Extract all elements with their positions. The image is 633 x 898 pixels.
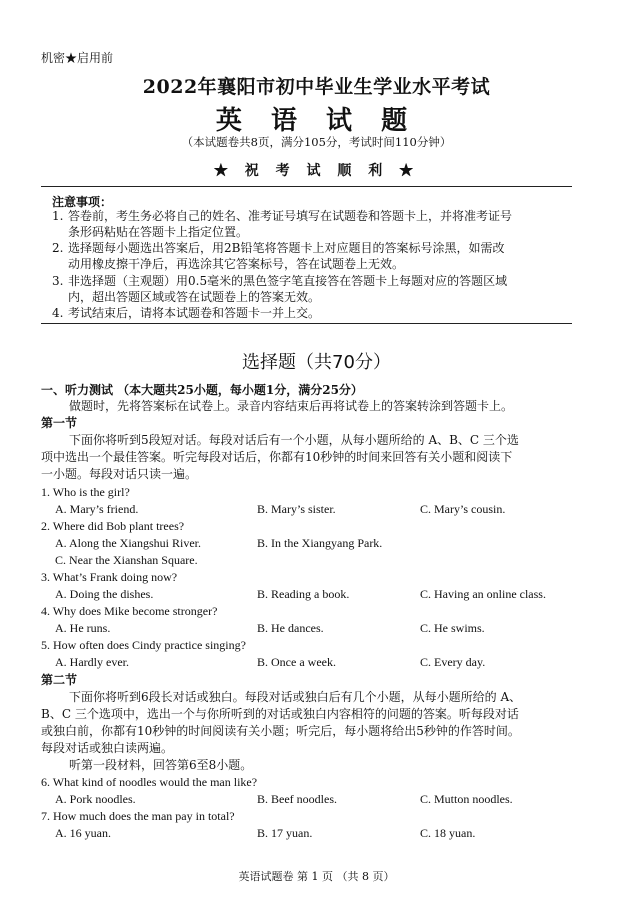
- note-item: [52, 240, 572, 272]
- note-number: 2.: [52, 241, 64, 255]
- note-number: 3.: [52, 274, 64, 288]
- note-text: 考试结束后，请将本试题卷和答题卡一并上交。: [68, 306, 321, 320]
- option-c: C. Mary’s cousin.: [420, 502, 506, 516]
- option-b: B. He dances.: [257, 621, 324, 635]
- question-stem: 2. Where did Bob plant trees?: [41, 519, 185, 533]
- note-number: 4.: [52, 306, 64, 320]
- option-c: C. Near the Xianshan Square.: [55, 553, 198, 567]
- question-stem: 1. Who is the girl?: [41, 485, 130, 499]
- section-title: 选择题（共70分）: [242, 352, 391, 373]
- instruction-text: 项中选出一个最佳答案。听完每段对话后，你都有10秒钟的时间来回答有关小题和阅读下: [41, 450, 513, 464]
- option-a: A. He runs.: [55, 621, 111, 635]
- note-item: [52, 305, 572, 321]
- question-stem: 7. How much does the man pay in total?: [41, 809, 235, 823]
- instruction-text: 一小题。每段对话只读一遍。: [41, 467, 198, 481]
- option-a: A. Hardly ever.: [55, 655, 129, 669]
- part-instruction: [41, 398, 574, 415]
- notes-bottom-rule: [41, 323, 572, 324]
- instruction-text: 每段对话或独白读两遍。: [41, 741, 174, 755]
- sub1-instruction: [41, 432, 574, 483]
- sub1-title: 第一节: [41, 416, 78, 430]
- notes-title: 注意事项：: [52, 195, 113, 209]
- note-text: 内，超出答题区域或答在试题卷上的答案无效。: [68, 290, 321, 304]
- option-a: A. Along the Xiangshui River.: [55, 536, 201, 550]
- notes-top-rule: [41, 186, 572, 187]
- option-b: B. 17 yuan.: [257, 826, 313, 840]
- note-text: 非选择题（主观题）用0.5毫米的黑色签字笔直接答在答题卡上每题对应的答题区域: [68, 274, 508, 288]
- option-c: C. Having an online class.: [420, 587, 546, 601]
- instruction-text: 下面你将听到5段短对话。每段对话后有一个小题，从每小题所给的 A、B、C 三个选: [69, 433, 519, 447]
- option-c: C. 18 yuan.: [420, 826, 476, 840]
- confidential-label: 机密★启用前: [41, 51, 114, 65]
- option-c: C. Mutton noodles.: [420, 792, 513, 806]
- note-text: 选择题每小题选出答案后，用2B铅笔将答题卡上对应题目的答案标号涂黑，如需改: [68, 241, 505, 255]
- option-a: A. 16 yuan.: [55, 826, 111, 840]
- instruction-text: 下面你将听到6段长对话或独白。每段对话或独白后有几个小题，从每小题所给的 A、: [69, 690, 522, 704]
- option-b: B. In the Xiangyang Park.: [257, 536, 383, 550]
- instruction-text: 听第一段材料，回答第6至8小题。: [69, 758, 253, 772]
- note-number: 1.: [52, 209, 64, 223]
- sub2-title: 第二节: [41, 673, 78, 687]
- question-stem: 5. How often does Cindy practice singing?: [41, 638, 246, 652]
- note-text: 条形码粘贴在答题卡上指定位置。: [68, 225, 249, 239]
- question-stem: 6. What kind of noodles would the man like?: [41, 775, 258, 789]
- instruction-text: 做题时，先将答案标在试卷上。录音内容结束后再将试卷上的答案转涂到答题卡上。: [69, 399, 514, 413]
- option-b: B. Reading a book.: [257, 587, 350, 601]
- option-b: B. Once a week.: [257, 655, 336, 669]
- note-text: 动用橡皮擦干净后，再选涂其它答案标号，答在试题卷上无效。: [68, 257, 405, 271]
- option-a: A. Mary’s friend.: [55, 502, 139, 516]
- instruction-text: 或独白前，你都有10秒钟的时间阅读有关小题；听完后，每小题将给出5秒钟的作答时间。: [41, 724, 520, 738]
- page-footer: 英语试题卷 第 1 页 （共 8 页）: [238, 870, 395, 883]
- sub2-instruction: [41, 689, 574, 774]
- question-stem: 3. What’s Frank doing now?: [41, 570, 178, 584]
- option-b: B. Beef noodles.: [257, 792, 337, 806]
- option-b: B. Mary’s sister.: [257, 502, 336, 516]
- exam-note: （本试题卷共8页，满分105分，考试时间110分钟）: [181, 135, 452, 149]
- good-luck-banner: ★ 祝 考 试 顺 利 ★: [213, 163, 420, 179]
- note-item: [52, 273, 572, 305]
- note-text: 答卷前，考生务必将自己的姓名、准考证号填写在试题卷和答题卡上，并将准考证号: [68, 209, 513, 223]
- instruction-text: B、C 三个选项中，选出一个与你所听到的对话或独白内容相符的问题的答案。听每段对话: [41, 707, 519, 721]
- option-a: A. Pork noodles.: [55, 792, 136, 806]
- option-a: A. Doing the dishes.: [55, 587, 154, 601]
- option-c: C. He swims.: [420, 621, 485, 635]
- exam-title: 2022年襄阳市初中毕业生学业水平考试: [142, 76, 491, 98]
- subject-title: 英 语 试 题: [215, 106, 418, 136]
- note-item: [52, 208, 572, 240]
- option-c: C. Every day.: [420, 655, 486, 669]
- question-stem: 4. Why does Mike become stronger?: [41, 604, 218, 618]
- part-title: 一、听力测试 （本大题共25小题，每小题1分，满分25分）: [41, 383, 363, 397]
